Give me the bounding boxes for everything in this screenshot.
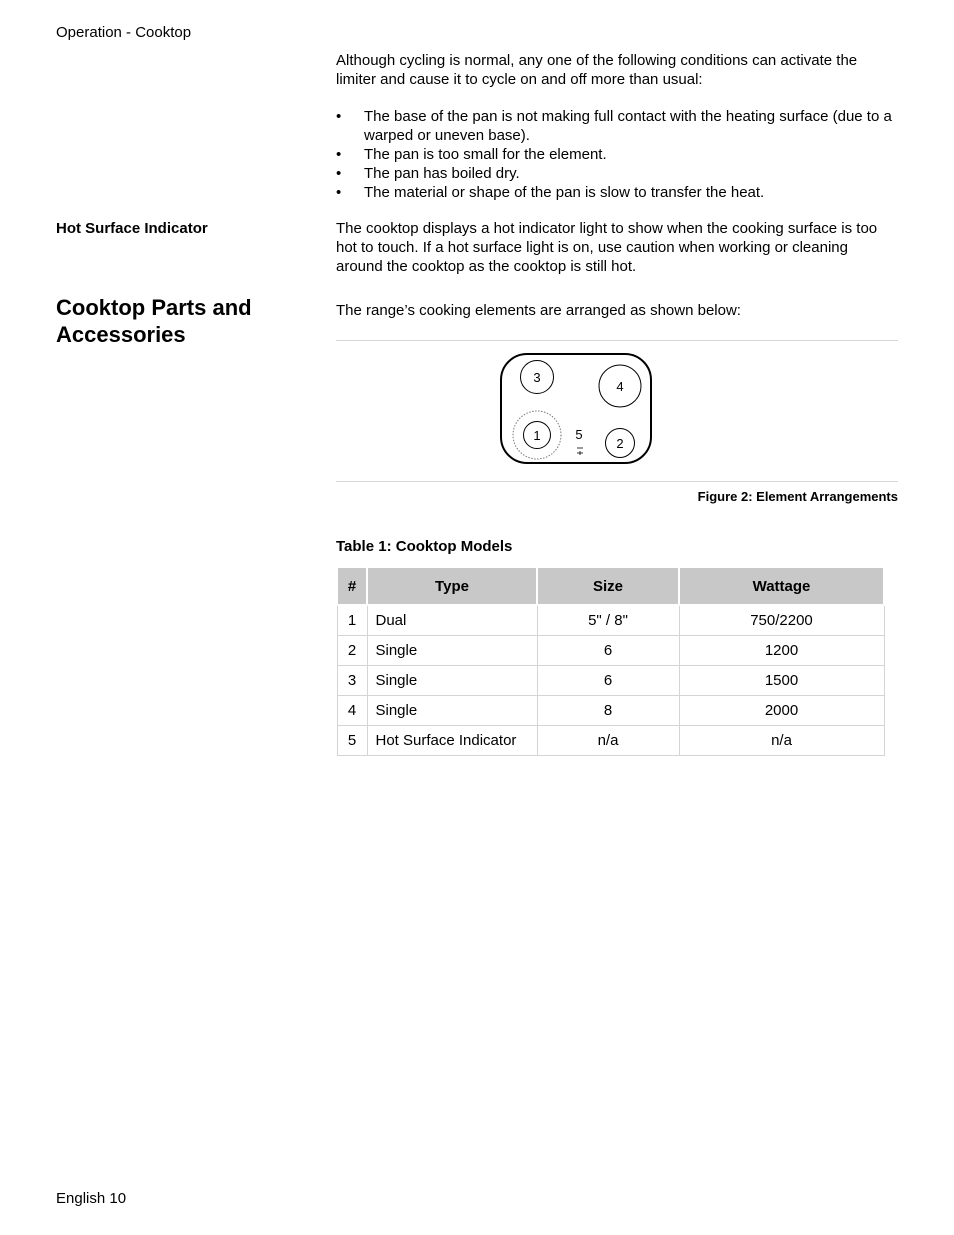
cell-number: 1 (337, 605, 367, 636)
table-row (337, 636, 884, 666)
section-heading: Cooktop Parts and Accessories (56, 295, 252, 347)
list-item: • The material or shape of the pan is slow to transfer the heat. (336, 184, 765, 201)
cell-size: 6 (537, 666, 679, 696)
table-row (337, 726, 884, 756)
element-label: 5 (575, 427, 583, 442)
column-header-number: # (337, 567, 367, 605)
page-header: Operation - Cooktop (56, 24, 192, 41)
cell-wattage: n/a (679, 726, 884, 756)
table-row (337, 696, 884, 726)
column-header-type: Type (367, 567, 537, 605)
cell-type: Single (367, 636, 537, 666)
cell-size: 6 (537, 636, 679, 666)
figure-bottom-rule (336, 481, 898, 482)
cell-wattage: 2000 (679, 696, 884, 726)
cell-wattage: 750/2200 (679, 605, 884, 636)
element-label: 1 (533, 428, 541, 443)
figure-top-rule (336, 340, 898, 341)
cell-number: 4 (337, 696, 367, 726)
bullet-icon: • (336, 108, 342, 125)
arrangement-paragraph: The range’s cooking elements are arranged as shown below: (336, 302, 741, 319)
cell-size: 5" / 8" (537, 605, 679, 636)
table-title: Table 1: Cooktop Models (336, 538, 513, 555)
table-row (337, 605, 884, 636)
cooktop-diagram (499, 352, 653, 466)
intro-paragraph: Although cycling is normal, any one of the following conditions can activate the limiter and cause it to cycle on and off more than usual: (336, 52, 858, 88)
list-item: • The base of the pan is not making full contact with the heating surface (due to a warped or uneven base). (336, 108, 892, 144)
hot-surface-light-icon (577, 448, 583, 455)
bullet-icon: • (336, 184, 342, 201)
cooktop-outline (501, 354, 651, 463)
bullet-icon: • (336, 146, 342, 163)
list-item: • The pan is too small for the element. (336, 146, 607, 163)
cell-number: 2 (337, 636, 367, 666)
figure-caption: Figure 2: Element Arrangements (697, 489, 898, 504)
bullet-icon: • (336, 165, 342, 182)
cooktop-models-table (336, 566, 885, 756)
cell-number: 5 (337, 726, 367, 756)
element-label: 2 (616, 436, 624, 451)
cell-type: Dual (367, 605, 537, 636)
cell-size: 8 (537, 696, 679, 726)
table-header-row (337, 567, 884, 605)
cell-type: Single (367, 696, 537, 726)
table-row (337, 666, 884, 696)
hot-surface-heading: Hot Surface Indicator (56, 220, 208, 237)
conditions-list (336, 107, 898, 202)
cell-size: n/a (537, 726, 679, 756)
cell-type: Single (367, 666, 537, 696)
page-footer: English 10 (56, 1190, 127, 1207)
cell-wattage: 1200 (679, 636, 884, 666)
cell-wattage: 1500 (679, 666, 884, 696)
element-label: 4 (616, 379, 624, 394)
cell-number: 3 (337, 666, 367, 696)
column-header-size: Size (537, 567, 679, 605)
element-label: 3 (533, 370, 541, 385)
list-item: • The pan has boiled dry. (336, 165, 520, 182)
column-header-wattage: Wattage (679, 567, 884, 605)
hot-surface-paragraph: The cooktop displays a hot indicator light to show when the cooking surface is too hot to touch. If a hot surface light is on, use caution when working or cleaning around the cooktop as the cooktop is still hot. (336, 220, 878, 275)
cell-type: Hot Surface Indicator (367, 726, 537, 756)
